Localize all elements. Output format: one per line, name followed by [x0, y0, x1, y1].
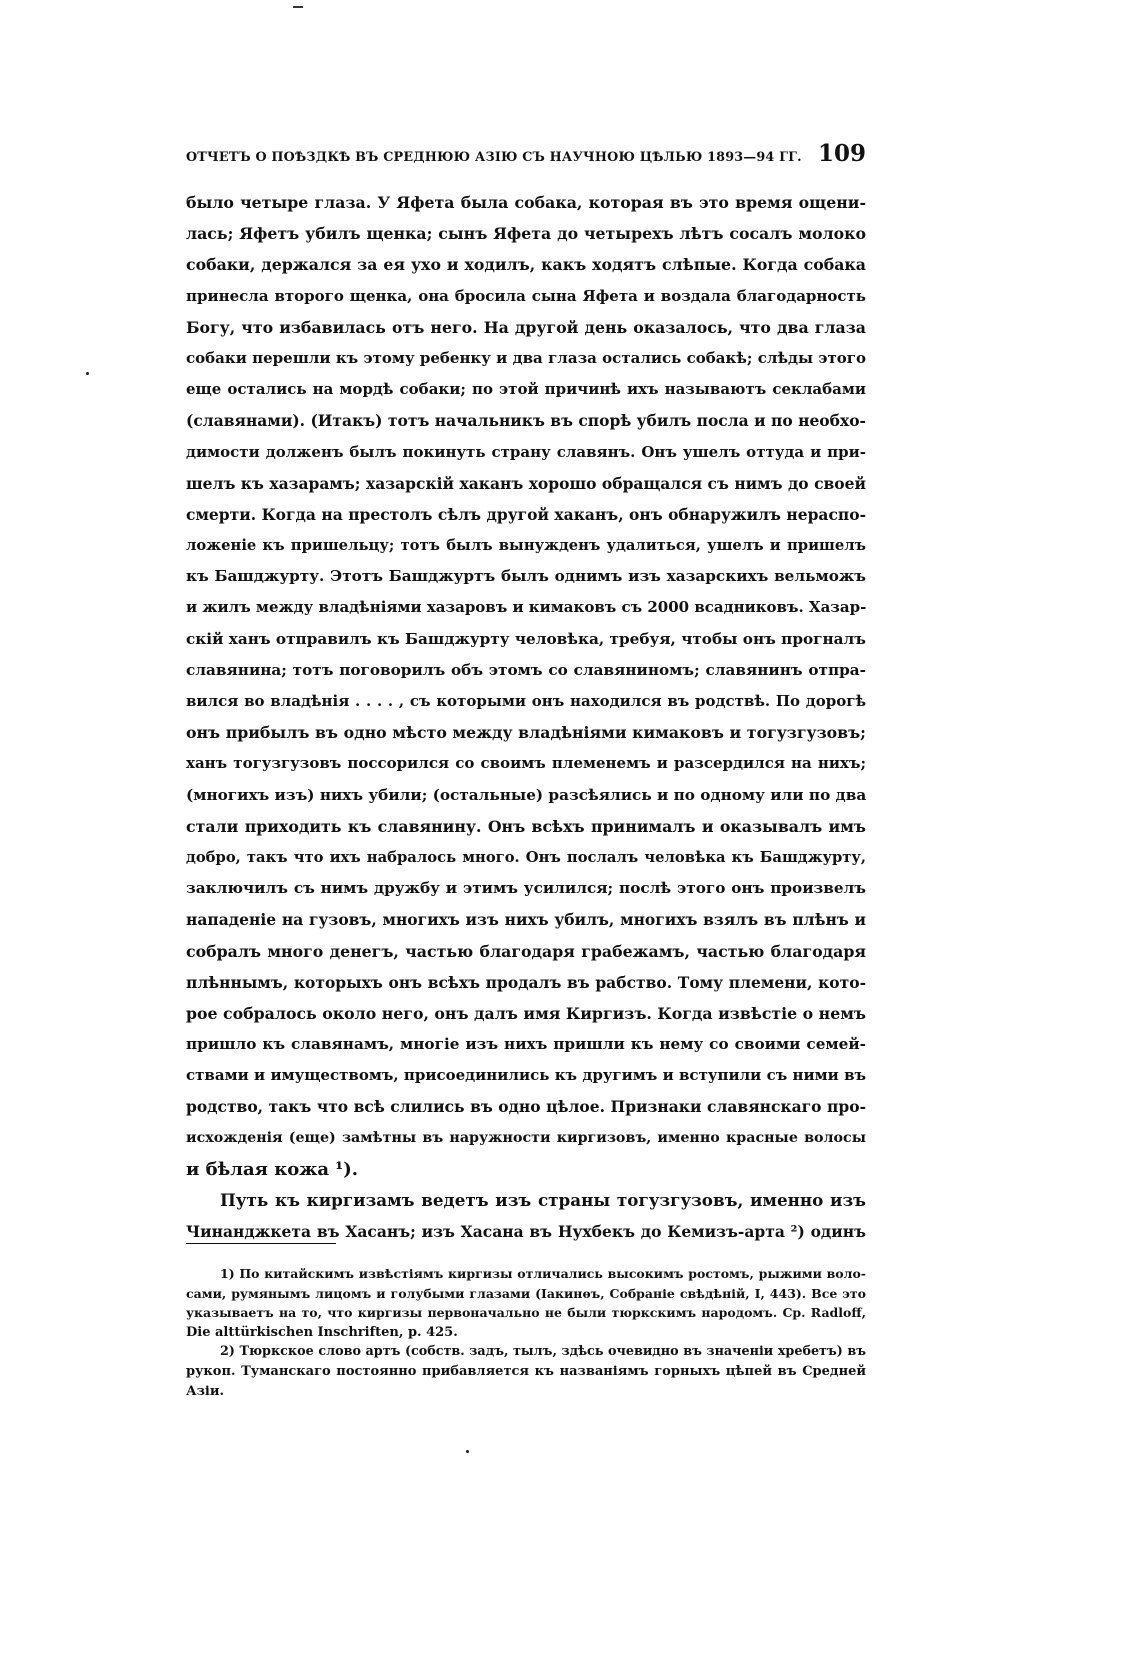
text-line: родство, такъ что всѣ слились въ одно цѣлое. Признаки славянскаго про-	[186, 1097, 866, 1117]
scan-speck	[466, 1450, 469, 1453]
text-line: принесла второго щенка, она бросила сына Яфета и воздала благодарность	[186, 286, 866, 305]
footnote-line: рукоп. Туманскаго постоянно прибавляется къ названіямъ горныхъ цѣпей въ Средней	[186, 1363, 866, 1379]
footnote-line: 1) По китайскимъ извѣстіямъ киргизы отличались высокимъ ростомъ, рыжими воло-	[220, 1266, 866, 1281]
text-line: ствами и имуществомъ, присоединились къ другимъ и вступили съ ними въ	[186, 1066, 866, 1085]
text-line: собралъ много денегъ, частью благодаря грабежамъ, частью благодаря	[186, 941, 866, 961]
scan-speck	[86, 372, 89, 375]
running-header	[186, 140, 866, 167]
text-line: шелъ къ хазарамъ; хазарскій хаканъ хорошо обращался съ нимъ до своей	[186, 473, 866, 493]
text-line: заключилъ съ нимъ дружбу и этимъ усилился; послѣ этого онъ произвелъ	[186, 879, 866, 898]
footnote-divider	[186, 1243, 336, 1244]
text-line: добро, такъ что ихъ набралось много. Онъ послалъ человѣка къ Башджурту,	[186, 848, 866, 866]
text-line: Путь къ киргизамъ ведетъ изъ страны тогузгузовъ, именно изъ	[220, 1190, 866, 1210]
text-line: нападеніе на гузовъ, многихъ изъ нихъ убилъ, многихъ взялъ въ плѣнъ и	[186, 910, 866, 930]
footnote-line: Азіи.	[186, 1383, 224, 1399]
text-line: собаки, держался за ея ухо и ходилъ, какъ ходятъ слѣпые. Когда собака	[186, 255, 866, 275]
footnote-line: сами, румянымъ лицомъ и голубыми глазами (Іакинѳъ, Собраніе свѣдѣній, I, 443). Все это	[186, 1285, 866, 1301]
text-line: смерти. Когда на престолъ сѣлъ другой хаканъ, онъ обнаружилъ нераспо-	[186, 504, 866, 524]
text-line: исхожденія (еще) замѣтны въ наружности киргизовъ, именно красные волосы	[186, 1129, 866, 1146]
text-line: славянина; тотъ поговорилъ объ этомъ со славяниномъ; славянинъ отпра-	[186, 660, 866, 679]
text-line: было четыре глаза. У Яфета была собака, которая въ это время ощени-	[186, 193, 866, 212]
text-line: димости долженъ былъ покинуть страну славянъ. Онъ ушелъ оттуда и при-	[186, 442, 866, 461]
text-line: еще остались на мордѣ собаки; по этой причинѣ ихъ называютъ секлабами	[186, 380, 866, 399]
text-line: ханъ тогузгузовъ поссорился со своимъ племенемъ и разсердился на нихъ;	[186, 754, 866, 773]
text-line: къ Башджурту. Этотъ Башджуртъ былъ однимъ изъ хазарскихъ вельможъ	[186, 567, 866, 586]
footnote-line: Die alttürkischen Inschriften, p. 425.	[186, 1324, 458, 1340]
footnote-line: указываетъ на то, что киргизы первоначально не были тюркскимъ народомъ. Ср. Radloff,	[186, 1305, 866, 1321]
text-line: скій ханъ отправилъ къ Башджурту человѣка, требуя, чтобы онъ прогналъ	[186, 629, 866, 648]
header-title: ОТЧЕТЪ О ПОѢЗДКѢ ВЪ СРЕДНЮЮ АЗІЮ СЪ НАУЧНОЮ ЦѢЛЬЮ 1893—94 ГГ.	[186, 150, 802, 165]
page-number: 109	[817, 140, 866, 167]
text-line: онъ прибылъ въ одно мѣсто между владѣніями кимаковъ и тогузгузовъ;	[186, 723, 866, 743]
text-line: ложеніе къ пришельцу; тотъ былъ вынужденъ удалиться, ушелъ и пришелъ	[186, 537, 866, 555]
scan-mark	[293, 6, 303, 8]
text-line: Чинанджкета въ Хасанъ; изъ Хасана въ Нухбекъ до Кемизъ-арта ²) одинъ	[186, 1222, 866, 1242]
text-line: пришло къ славянамъ, многіе изъ нихъ пришли къ нему со своими семей-	[186, 1035, 866, 1054]
text-line: Богу, что избавилась отъ него. На другой день оказалось, что два глаза	[186, 317, 866, 337]
text-line: вился во владѣнія . . . . , съ которыми онъ находился въ родствѣ. По дорогѣ	[186, 692, 866, 710]
text-line: и жилъ между владѣніями хазаровъ и кимаковъ съ 2000 всадниковъ. Хазар-	[186, 598, 867, 617]
text-line: лась; Яфетъ убилъ щенка; сынъ Яфета до четырехъ лѣтъ сосалъ молоко	[186, 224, 866, 244]
body-text	[186, 187, 866, 1247]
text-line: плѣннымъ, которыхъ онъ всѣхъ продалъ въ рабство. Тому племени, кото-	[186, 972, 866, 992]
text-line: (славянами). (Итакъ) тотъ начальникъ въ спорѣ убилъ посла и по необхо-	[186, 411, 866, 431]
footnote-line: 2) Тюркское слово артъ (собств. задъ, тылъ, здѣсь очевидно въ значеніи хребетъ) въ	[220, 1344, 866, 1360]
text-line: рое собралось около него, онъ далъ имя Киргизъ. Когда извѣстіе о немъ	[186, 1003, 866, 1023]
text-line: собаки перешли къ этому ребенку и два глаза остались собакѣ; слѣды этого	[186, 348, 866, 367]
text-line: и бѣлая кожа ¹).	[186, 1158, 358, 1180]
footnotes	[186, 1264, 866, 1401]
text-line: стали приходить къ славянину. Онъ всѣхъ принималъ и оказывалъ имъ	[186, 816, 866, 836]
text-line: (многихъ изъ) нихъ убили; (остальные) разсѣялись и по одному или по два	[186, 785, 867, 804]
